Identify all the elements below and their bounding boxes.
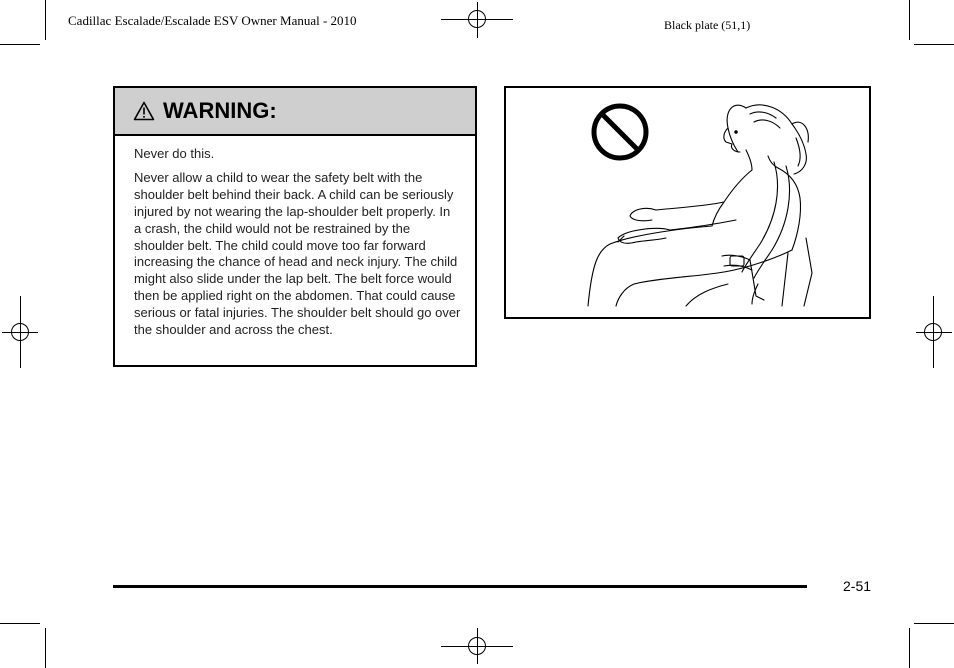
- crop-mark-br-v: [909, 628, 910, 668]
- warning-box: [113, 86, 477, 367]
- illustration-box: [504, 86, 871, 319]
- warning-paragraph: Never do this.: [134, 146, 215, 161]
- crop-mark-tl-v: [45, 0, 46, 40]
- plate-label: Black plate (51,1): [664, 18, 751, 32]
- warning-paragraph: Never allow a child to wear the safety belt with the shoulder belt behind their back. A child can be seriously injured by not wearing the lap-shoulder belt properly. In a crash, the child would not be restrained by the shoulder belt. The child could move too far forward increasing the chance of head and neck injury. The child might also slide under the lap belt. The belt force would then be applied right on the abdomen. That could cause serious or fatal injuries. The shoulder belt should go over the shoulder and across the chest.: [134, 169, 461, 338]
- footer-rule: [113, 585, 807, 588]
- warning-title: WARNING:: [163, 98, 277, 123]
- crop-mark-tr-h: [914, 44, 954, 45]
- prohibited-icon: [594, 106, 646, 158]
- warning-body: [115, 136, 475, 339]
- warning-triangle-icon: [133, 101, 155, 121]
- crop-mark-br-h: [914, 623, 954, 624]
- manual-title: Cadillac Escalade/Escalade ESV Owner Manual - 2010: [68, 13, 357, 28]
- warning-header: [115, 88, 475, 136]
- crop-mark-tr-v: [909, 0, 910, 40]
- crop-mark-tl-h: [0, 44, 40, 45]
- crop-mark-bl-h: [0, 623, 40, 624]
- page-number: 2-51: [843, 578, 872, 594]
- crop-mark-bl-v: [45, 628, 46, 668]
